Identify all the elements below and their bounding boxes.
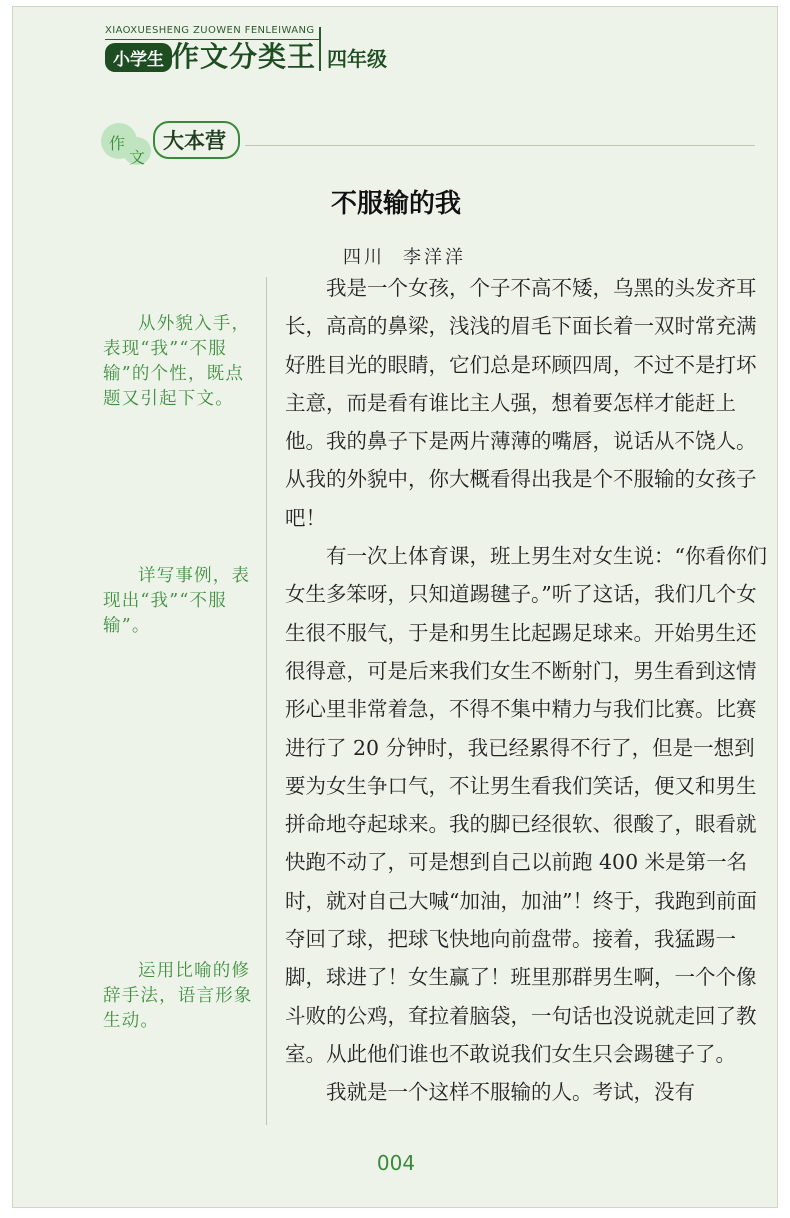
margin-note-text: 运用比喻的修辞手法，语言形象生动。 xyxy=(103,961,253,1031)
page-number: 004 xyxy=(376,1151,416,1175)
grade-label: 四年级 xyxy=(327,47,387,71)
author-name: 李洋洋 xyxy=(403,247,466,268)
margin-note-text: 从外貌入手，表现“我”“不服输”的个性，既点题又引起下文。 xyxy=(103,314,251,409)
header-separator xyxy=(319,27,321,71)
section-rule xyxy=(245,145,755,146)
margin-divider xyxy=(266,277,267,1125)
article-title: 不服输的我 xyxy=(330,189,461,219)
section-char-wen: 文 xyxy=(129,148,146,167)
margin-note-text: 详写事例，表现出“我”“不服输”。 xyxy=(103,566,251,636)
paragraph: 我是一个女孩，个子不高不矮，乌黑的头发齐耳长，高高的鼻梁，浅浅的眉毛下面长着一双时常充满好胜目光的眼睛，它们总是环顾四周，不过不是打坏主意，而是看有谁比主人强，想着要怎样才能赶上他。我的鼻子下是两片薄薄的嘴唇，说话从不饶人。从我的外貌中，你大概看得出我是个不服输的女孩子吧！ xyxy=(285,276,757,530)
margin-note xyxy=(103,564,259,639)
series-title: 作文分类王 xyxy=(171,40,317,73)
article-body xyxy=(285,269,769,1112)
series-pinyin: XIAOXUESHENG ZUOWEN FENLEIWANG xyxy=(105,25,315,36)
book-page xyxy=(12,6,778,1208)
margin-note xyxy=(103,312,259,412)
author-location: 四川 xyxy=(343,247,385,268)
section-label: 大本营 xyxy=(153,121,240,159)
paragraph: 有一次上体育课，班上男生对女生说：“你看你们女生多笨呀，只知道踢毽子。”听了这话，我们几个女生很不服气，于是和男生比起踢足球来。开始男生还很得意，可是后来我们女生不断射门，男生看到这情形心里非常着急，不得不集中精力与我们比赛。比赛进行了 20 分钟时，我已经累得不行了，但是一想到要为女生争口气，不让男生看我们笑话，便又和男生拼命地夺起球来。我的脚已经很软、很酸了，眼看就快跑不动了，可是想到自己以前跑 400 米是第一名时，就对自己大喊“加油，加油”！终于，我跑到前面夺回了球，把球飞快地向前盘带。接着，我猛踢一脚，球进了！女生赢了！班里那群男生啊，一个个像斗败的公鸡，耷拉着脑袋，一句话也没说就走回了教室。从此他们谁也不敢说我们女生只会踢毽子了。 xyxy=(285,544,767,1066)
series-badge: 小学生 xyxy=(105,43,172,72)
paragraph: 我就是一个这样不服输的人。考试，没有 xyxy=(326,1080,695,1105)
section-char-zuo: 作 xyxy=(109,134,126,153)
byline xyxy=(343,243,466,269)
margin-note xyxy=(103,959,259,1034)
